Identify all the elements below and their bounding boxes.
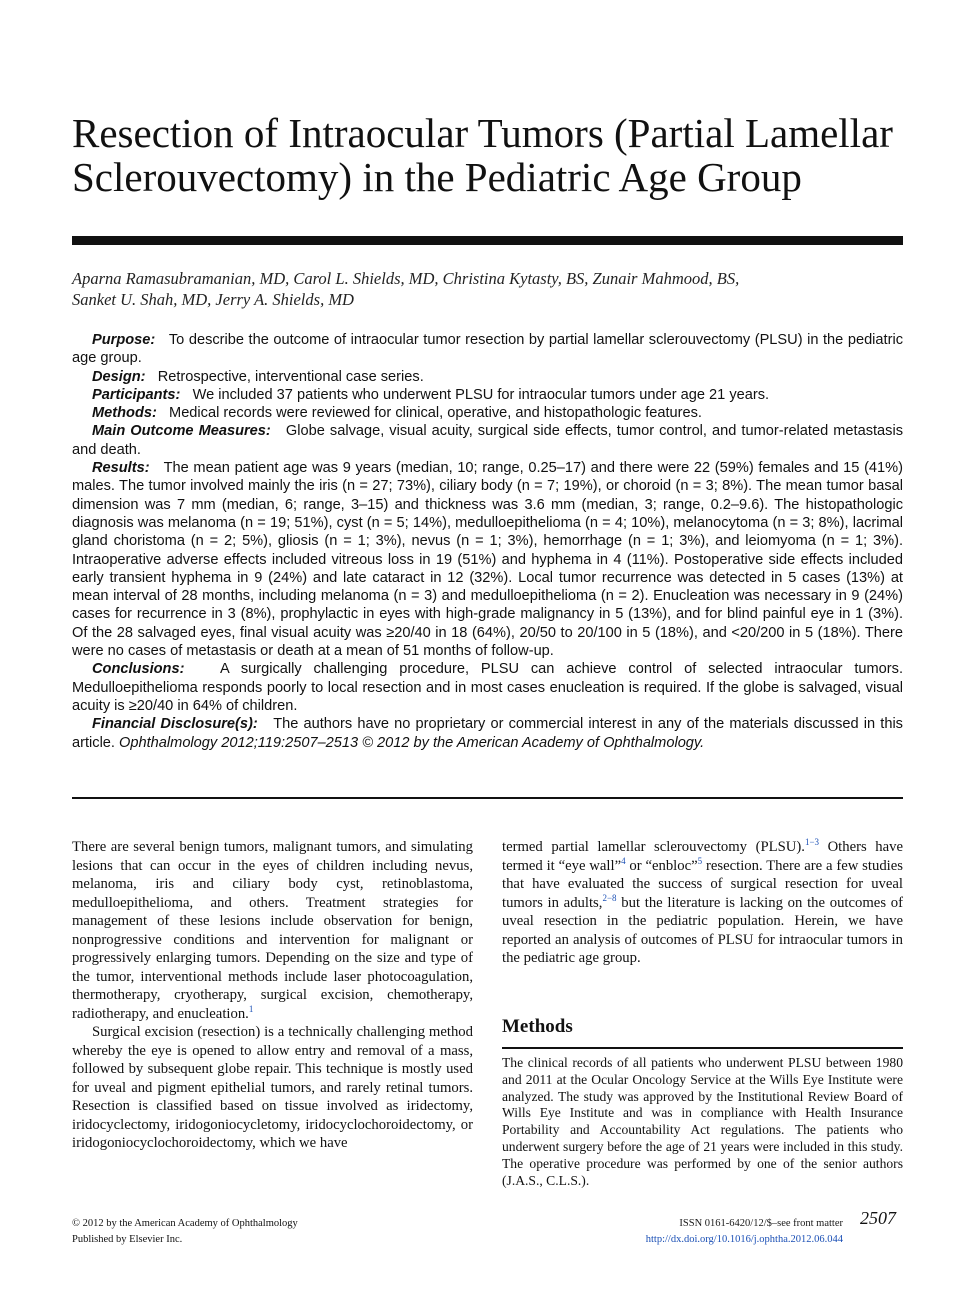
purpose-text: To describe the outcome of intraocular tumor resection by partial lamellar sclerouvectomy (PLSU) in the pediatric age group. <box>72 332 903 367</box>
author-list <box>72 268 903 310</box>
abstract-conclusions <box>72 660 903 715</box>
results-label: Results: <box>92 460 150 477</box>
publisher-line: Published by Elsevier Inc. <box>72 1233 183 1245</box>
abstract-results <box>72 459 903 660</box>
abstract-participants <box>72 386 903 404</box>
intro-p3-part-e: but the literature is lacking on the outcomes of uveal resection in the pediatric population. Herein, we have reported an analysis of outcomes of PLSU for intraocular tumors in the pediatric age group. <box>502 894 904 966</box>
title-divider <box>72 236 903 245</box>
reference-link[interactable]: 1−3 <box>804 837 820 847</box>
abstract-outcomes <box>72 422 903 459</box>
reference-link[interactable]: 2−8 <box>602 892 617 903</box>
intro-p3-part-b: Others have termed it “eye wall” <box>502 839 904 874</box>
intro-p3-part-c: or “enbloc” <box>625 857 698 874</box>
issn-line: ISSN 0161-6420/12/$–see front matter <box>679 1218 843 1229</box>
methods-text: Medical records were reviewed for clinical, operative, and histopathologic features. <box>169 405 702 422</box>
intro-p3-part-a: termed partial lamellar sclerouvectomy (PLSU). <box>502 839 805 855</box>
abstract-purpose <box>72 331 903 368</box>
methods-divider <box>502 1047 903 1049</box>
abstract-design <box>72 368 903 386</box>
outcomes-label: Main Outcome Measures: <box>92 423 271 440</box>
abstract-disclosure <box>72 715 903 752</box>
conclusions-text: A surgically challenging procedure, PLSU can achieve control of selected intraocular tumors. Medulloepithelioma responds poorly to local resection and in most cases enucleation is required. If the globe is salvaged, visual acuity is ≥20/40 in 64% of children. <box>72 661 903 714</box>
abstract-methods <box>72 404 903 422</box>
citation-text: Ophthalmology 2012;119:2507–2513 © 2012 by the American Academy of Ophthalmology. <box>119 734 705 751</box>
disclosure-text: The authors have no proprietary or commercial interest in any of the materials discussed in this article. <box>72 716 903 751</box>
body-left-column <box>72 838 473 1153</box>
abstract <box>72 331 903 752</box>
intro-p3-part-d: resection. There are a few studies that have evaluated the success of surgical resection for uveal tumors in adults, <box>502 857 903 911</box>
page-number: 2507 <box>860 1208 896 1228</box>
doi-link[interactable]: http://dx.doi.org/10.1016/j.ophtha.2012.06.044 <box>645 1233 843 1245</box>
conclusions-label: Conclusions: <box>92 661 185 678</box>
results-text: The mean patient age was 9 years (median, 10; range, 0.25–17) and there were 22 (59%) females and 15 (41%) males. The tumor involved mainly the iris (n = 27; 73%), ciliary body (n = 7; 19%), or choroid (n = 3; 8%). The mean tumor basal dimension was 7 mm (median, 6; range, 3–15) and thickness was 3.6 mm (median, 3; range, 0.2–9.6). The histopathologic diagnosis was melanoma (n = 19; 51%), cyst (n = 5; 14%), medulloepithelioma (n = 4; 10%), melanocytoma (n = 3; 8%), lacrimal gland choristoma (n = 2; 5%), gliosis (n = 1; 3%), nevus (n = 1; 3%), hemorrhage (n = 1; 3%), and leiomyoma (n = 1; 3%). Intraoperative adverse effects included vitreous loss in 19 (51%) and hyphema in 4 (11%). Postoperative side effects included early transient hyphema in 9 (24%) and late cataract in 12 (32%). Local tumor recurrence was detected in 5 cases (13%) at mean interval of 28 months, including melanoma (n = 3) and medulloepithelioma (n = 2). Enucleation was necessary in 9 (24%) cases for recurrence in 3 (8%), prophylactic in eyes with high-grade malignancy in 5 (13%), and for blind painful eye in 1 (3%). Of the 28 salvaged eyes, final visual acuity was ≥20/40 in 18 (64%), 20/50 to 20/100 in 5 (18%), and <20/200 in 5 (18%). There were no cases of metastasis or death at a mean of 51 months of follow-up. <box>72 460 903 660</box>
design-text: Retrospective, interventional case series. <box>157 368 424 385</box>
author-line-2: Sanket U. Shah, MD, Jerry A. Shields, MD <box>72 290 354 309</box>
footer-right <box>580 1216 843 1247</box>
body-right-column <box>502 838 903 968</box>
reference-link[interactable]: 5 <box>697 855 703 866</box>
abstract-divider <box>72 797 903 799</box>
reference-link[interactable]: 4 <box>621 855 626 866</box>
methods-label: Methods: <box>92 405 157 422</box>
intro-paragraph-1 <box>72 838 473 1023</box>
intro-paragraph-2: Surgical excision (resection) is a technically challenging method whereby the eye is opened to allow entry and removal of a mass, followed by subsequent globe repair. This technique is mostly used for uveal and pigment epithelial tumors, and rarely retinal tumors. Resection is classified based on tissue involved as iridectomy, iridocyclectomy, iridogoniocycletomy, iridocyclochoroidectomy, or iridogoniocyclochoroidectomy, which we have <box>72 1024 473 1151</box>
footer-left <box>72 1216 298 1247</box>
methods-heading: Methods <box>502 1016 573 1037</box>
reference-link[interactable]: 1 <box>248 1003 254 1014</box>
methods-paragraph: The clinical records of all patients who underwent PLSU between 1980 and 2011 at the Ocular Oncology Service at the Wills Eye Institute were analyzed. The study was approved by the Institutional Review Board of Wills Eye Institute and was in compliance with Health Insurance Portability and Accountability Act regulations. The patients who underwent surgery before the age of 21 years were included in this study. The operative procedure was performed by one of the senior authors (J.A.S., C.L.S.). <box>502 1055 903 1188</box>
outcomes-text: Globe salvage, visual acuity, surgical side effects, tumor control, and tumor-related metastasis and death. <box>72 423 903 458</box>
intro-paragraph-1-text: There are several benign tumors, malignant tumors, and simulating lesions that can occur in the eyes of children including nevus, melanoma, iris and ciliary body cyst, retinoblastoma, medulloepithelioma, and others. Treatment strategies for management of these lesions include observation for benign, nonprogressive conditions and intervention for malignant or progressively enlarging tumors. Depending on the size and type of the tumor, interventional methods include laser photocoagulation, thermotherapy, cryotherapy, surgical excision, chemotherapy, radiotherapy, and enucleation. <box>72 839 473 1022</box>
article-title: Resection of Intraocular Tumors (Partial Lamellar Sclerouvectomy) in the Pediatric Age Group <box>72 110 893 201</box>
copyright-line: © 2012 by the American Academy of Ophthalmology <box>72 1218 298 1229</box>
intro-paragraph-3 <box>502 838 903 968</box>
author-line-1: Aparna Ramasubramanian, MD, Carol L. Shields, MD, Christina Kytasty, BS, Zunair Mahmood, BS, <box>72 269 740 288</box>
purpose-label: Purpose: <box>92 332 156 348</box>
disclosure-label: Financial Disclosure(s): <box>92 716 258 733</box>
design-label: Design: <box>92 368 146 385</box>
participants-label: Participants: <box>92 386 181 403</box>
participants-text: We included 37 patients who underwent PLSU for intraocular tumors under age 21 years. <box>192 386 770 403</box>
